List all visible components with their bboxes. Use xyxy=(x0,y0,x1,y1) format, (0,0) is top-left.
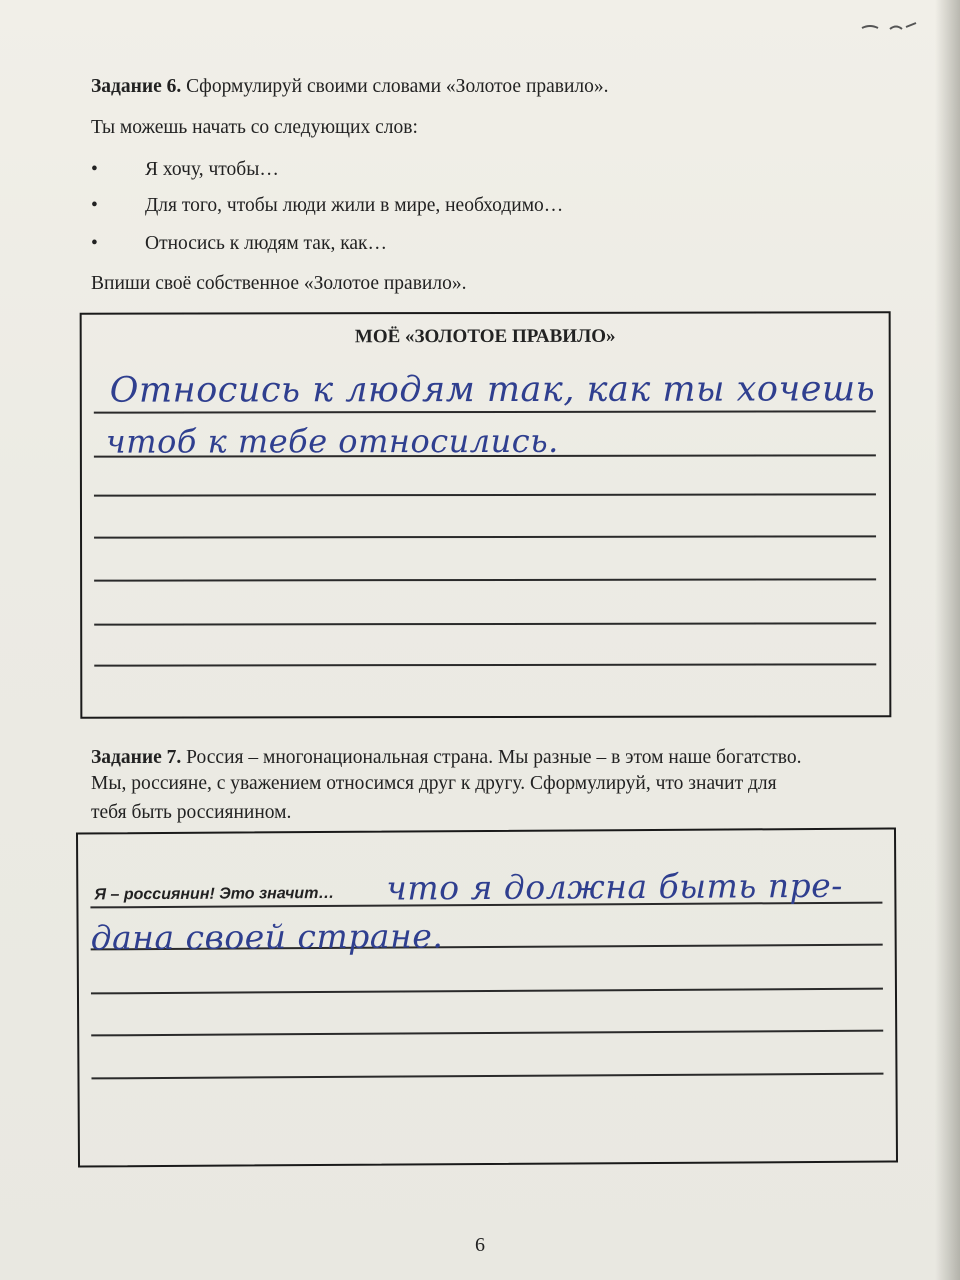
handwritten-answer-line: что я должна быть пре- xyxy=(386,865,844,908)
golden-rule-box xyxy=(80,311,892,718)
bullet-icon: • xyxy=(91,195,98,216)
task7-label: Задание 7. xyxy=(91,747,182,768)
golden-rule-title: МОЁ «ЗОЛОТОЕ ПРАВИЛО» xyxy=(354,325,616,348)
handwritten-answer-line: чтоб к тебе относились. xyxy=(105,421,559,461)
page-edge-shadow xyxy=(935,0,960,1280)
writing-line xyxy=(91,1073,883,1079)
task7-line2: Мы, россияне, с уважением относимся друг к другу. Сформулируй, что значит для xyxy=(91,773,777,794)
writing-line xyxy=(91,988,883,994)
writing-line xyxy=(94,663,876,666)
bullet-text: Я хочу, чтобы… xyxy=(145,159,279,180)
bullet-text: Относись к людям так, как… xyxy=(145,233,387,254)
task7-line3: тебя быть россиянином. xyxy=(91,802,292,823)
bullet-icon: • xyxy=(91,159,98,180)
writing-line xyxy=(94,410,876,413)
writing-line xyxy=(91,1030,883,1036)
task6-heading xyxy=(91,74,609,100)
task6-instruction: Впиши своё собственное «Золотое правило». xyxy=(91,273,467,294)
task7-line1 xyxy=(91,745,801,771)
handwritten-answer-line: дана своей стране. xyxy=(90,916,444,958)
bullet-text: Для того, чтобы люди жили в мире, необходимо… xyxy=(145,195,564,216)
task7-text: Россия – многонациональная страна. Мы разные – в этом наше богатство. xyxy=(186,747,802,768)
page-number: 6 xyxy=(475,1234,485,1256)
task6-label: Задание 6. xyxy=(91,76,182,97)
task6-intro: Ты можешь начать со следующих слов: xyxy=(91,117,418,138)
russian-citizen-box xyxy=(76,827,898,1167)
writing-line xyxy=(94,622,876,625)
task6-prompt: Сформулируй своими словами «Золотое правило». xyxy=(186,76,609,97)
bullet-icon: • xyxy=(91,233,98,254)
writing-line xyxy=(94,493,876,496)
writing-line xyxy=(94,535,876,538)
citizen-label: Я – россиянин! Это значит… xyxy=(94,884,335,904)
handwritten-answer-line: Относись к людям так, как ты хочешь xyxy=(109,369,876,411)
ink-smudge xyxy=(860,20,920,34)
writing-line xyxy=(94,578,876,581)
